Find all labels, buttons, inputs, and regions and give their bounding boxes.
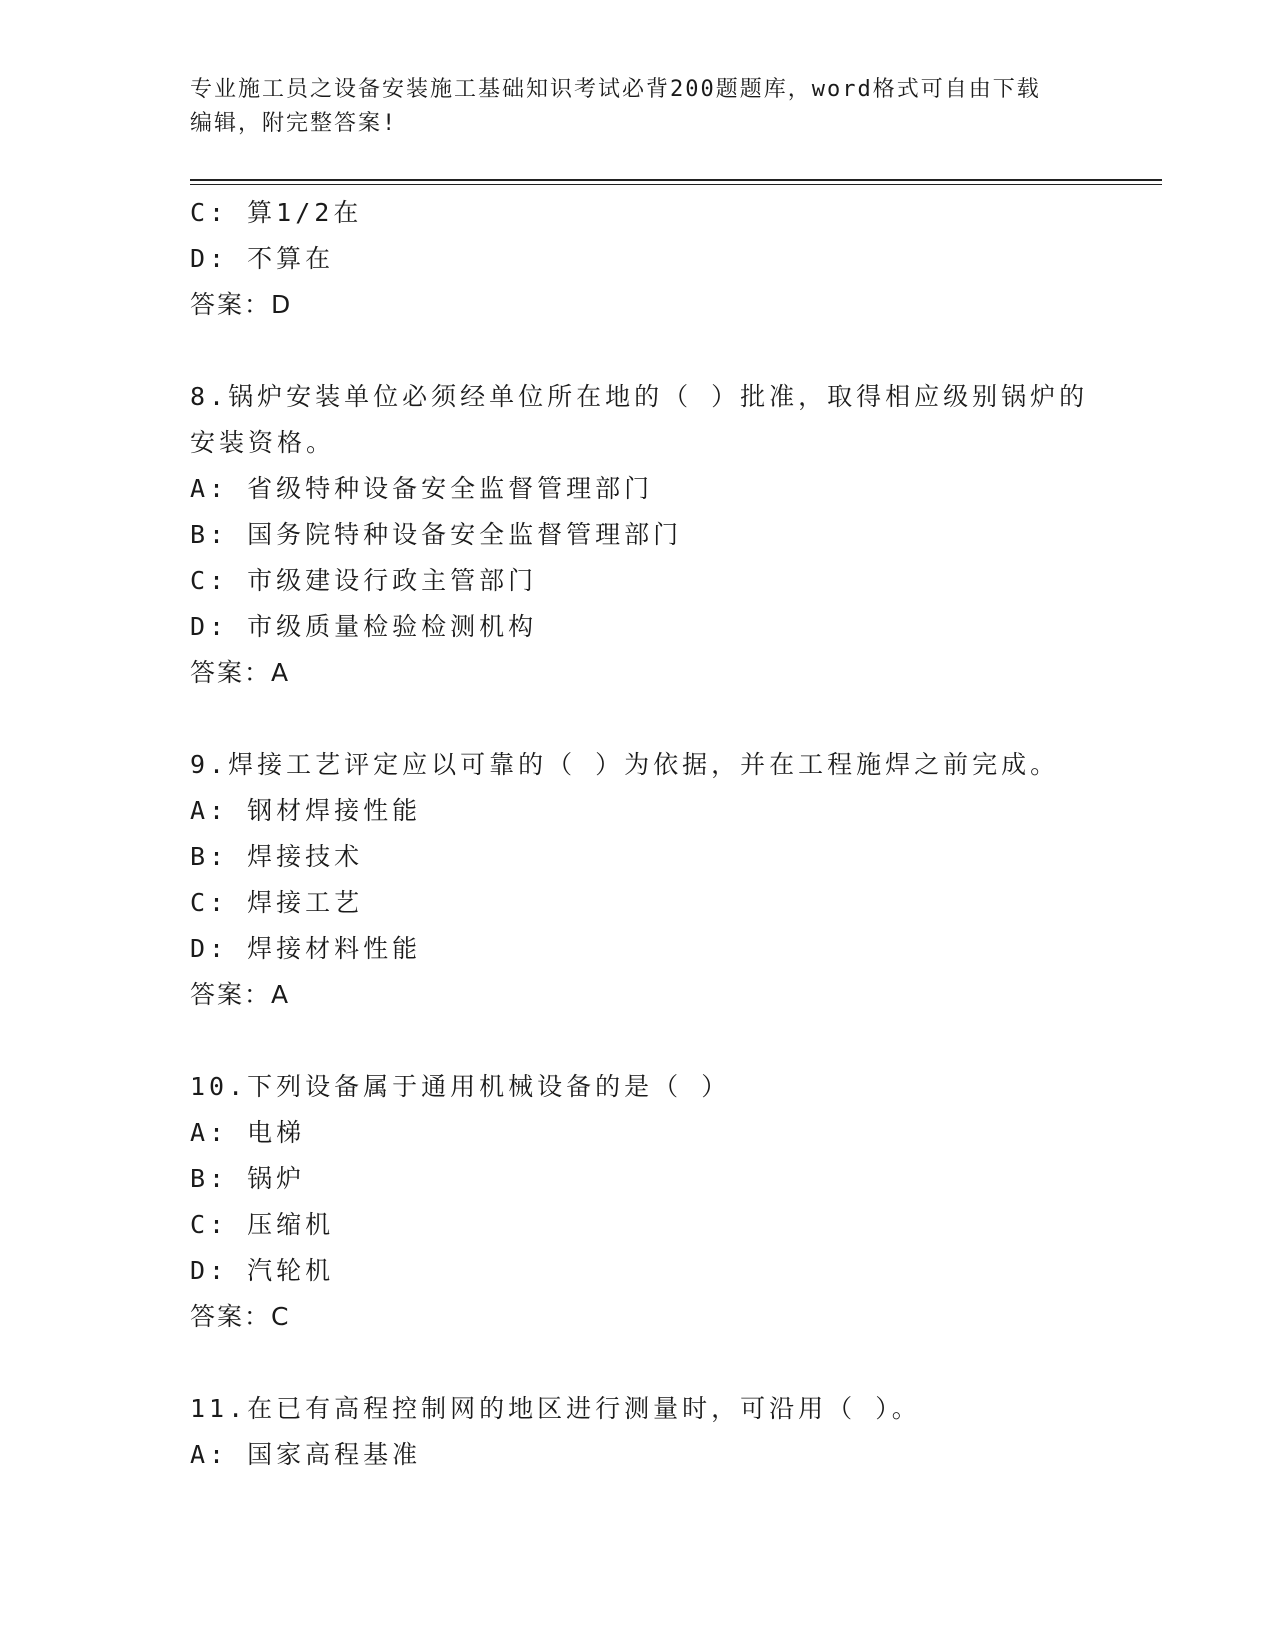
question-text [190, 1386, 1150, 1432]
option-label: A: [190, 1118, 229, 1147]
answer-line: 答案：A [190, 980, 291, 1009]
option-b [190, 834, 1150, 880]
option-text: 市级质量检验检测机构 [247, 612, 538, 641]
option-text: 省级特种设备安全监督管理部门 [247, 474, 654, 503]
question-number: 10. [190, 1072, 248, 1101]
question-text [190, 742, 1150, 788]
option-label: C: [190, 198, 229, 227]
option-c [190, 190, 1150, 236]
option-text: 电梯 [247, 1118, 306, 1147]
answer-line: 答案：C [190, 1302, 291, 1331]
question-stem: 下列设备属于通用机械设备的是（ ） [247, 1072, 731, 1101]
option-d [190, 1248, 1150, 1294]
question-text-continued: 安装资格。 [190, 428, 336, 457]
option-a [190, 466, 1150, 512]
option-text: 汽轮机 [247, 1256, 335, 1285]
option-label: C: [190, 1210, 229, 1239]
question-stem: 锅炉安装单位必须经单位所在地的（ ）批准，取得相应级别锅炉的 [228, 382, 1089, 411]
question-stem: 在已有高程控制网的地区进行测量时，可沿用（ ）。 [247, 1394, 921, 1423]
option-a [190, 788, 1150, 834]
option-a [190, 1432, 1150, 1478]
option-b [190, 1156, 1150, 1202]
question-number: 11. [190, 1394, 248, 1423]
header-divider-thin [190, 184, 1162, 185]
option-c [190, 880, 1150, 926]
option-b [190, 512, 1150, 558]
option-label: B: [190, 520, 229, 549]
question-number: 8. [190, 382, 229, 411]
option-text: 压缩机 [247, 1210, 335, 1239]
option-d [190, 926, 1150, 972]
option-text: 市级建设行政主管部门 [247, 566, 538, 595]
option-label: A: [190, 474, 229, 503]
question-text [190, 374, 1150, 420]
document-header [190, 73, 1090, 141]
option-label: A: [190, 796, 229, 825]
option-text: 焊接工艺 [247, 888, 364, 917]
answer-line: 答案：A [190, 658, 291, 687]
option-d [190, 236, 1150, 282]
option-text: 焊接技术 [247, 842, 364, 871]
option-c [190, 558, 1150, 604]
option-text: 锅炉 [247, 1164, 306, 1193]
question-list [190, 190, 1150, 1478]
option-label: D: [190, 244, 229, 273]
header-title-line1: 专业施工员之设备安装施工基础知识考试必背200题题库，word格式可自由下载 [190, 77, 1041, 102]
question-stem: 焊接工艺评定应以可靠的（ ）为依据，并在工程施焊之前完成。 [228, 750, 1060, 779]
option-text: 不算在 [247, 244, 335, 273]
header-divider [190, 179, 1162, 181]
question-number: 9. [190, 750, 229, 779]
option-label: A: [190, 1440, 229, 1469]
option-d [190, 604, 1150, 650]
option-label: D: [190, 1256, 229, 1285]
option-label: D: [190, 934, 229, 963]
option-c [190, 1202, 1150, 1248]
option-text: 国家高程基准 [247, 1440, 422, 1469]
header-title-line2: 编辑，附完整答案! [190, 111, 398, 136]
option-label: C: [190, 566, 229, 595]
option-label: B: [190, 1164, 229, 1193]
option-text: 钢材焊接性能 [247, 796, 422, 825]
option-label: D: [190, 612, 229, 641]
answer-line: 答案：D [190, 290, 293, 319]
option-a [190, 1110, 1150, 1156]
option-text: 算1/2在 [247, 198, 363, 227]
option-label: B: [190, 842, 229, 871]
option-text: 焊接材料性能 [247, 934, 422, 963]
option-text: 国务院特种设备安全监督管理部门 [247, 520, 683, 549]
question-text [190, 1064, 1150, 1110]
option-label: C: [190, 888, 229, 917]
